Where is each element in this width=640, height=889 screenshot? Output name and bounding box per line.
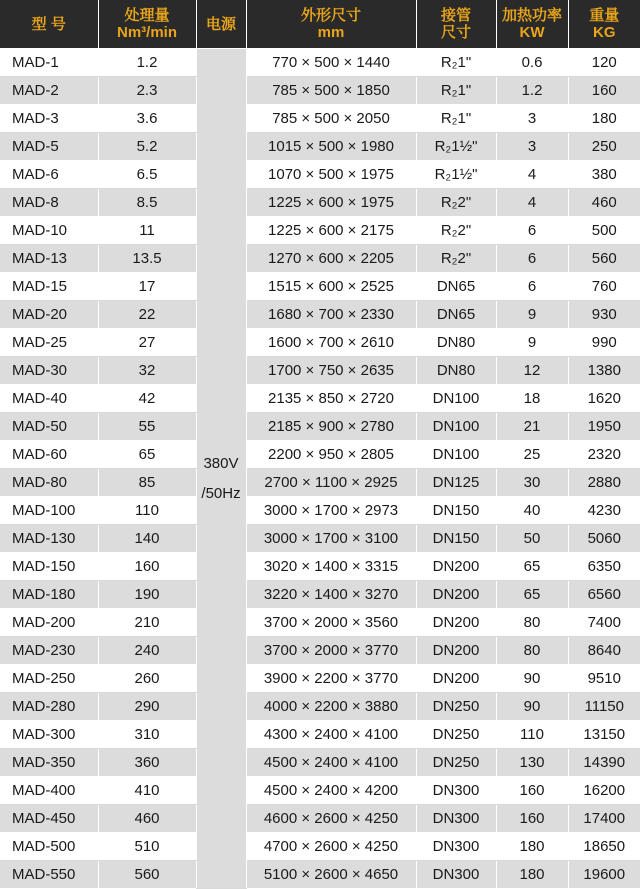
cell-weight: 18650 (568, 833, 640, 861)
cell-model: MAD-13 (0, 245, 98, 273)
cell-heating-power: 0.6 (496, 49, 568, 77)
header-pipe-size: 接管 尺寸 (416, 0, 496, 49)
table-row (0, 77, 640, 105)
cell-dimensions: 4500 × 2400 × 4100 (246, 749, 416, 777)
cell-capacity: 410 (98, 777, 196, 805)
table-row (0, 469, 640, 497)
cell-dimensions: 4700 × 2600 × 4250 (246, 833, 416, 861)
cell-pipe-size: R₂1" (416, 77, 496, 105)
cell-capacity: 360 (98, 749, 196, 777)
cell-model: MAD-1 (0, 49, 98, 77)
cell-pipe-size: DN80 (416, 329, 496, 357)
cell-dimensions: 770 × 500 × 1440 (246, 49, 416, 77)
cell-dimensions: 1225 × 600 × 2175 (246, 217, 416, 245)
cell-heating-power: 3 (496, 105, 568, 133)
cell-model: MAD-60 (0, 441, 98, 469)
cell-weight: 1950 (568, 413, 640, 441)
cell-model: MAD-180 (0, 581, 98, 609)
cell-dimensions: 1515 × 600 × 2525 (246, 273, 416, 301)
cell-heating-power: 65 (496, 553, 568, 581)
table-row (0, 833, 640, 861)
cell-heating-power: 80 (496, 637, 568, 665)
cell-weight: 9510 (568, 665, 640, 693)
cell-heating-power: 4 (496, 189, 568, 217)
cell-pipe-size: DN300 (416, 833, 496, 861)
header-capacity: 处理量 Nm³/min (98, 0, 196, 49)
cell-weight: 14390 (568, 749, 640, 777)
cell-model: MAD-300 (0, 721, 98, 749)
header-weight: 重量 KG (568, 0, 640, 49)
cell-weight: 930 (568, 301, 640, 329)
cell-model: MAD-150 (0, 553, 98, 581)
cell-weight: 990 (568, 329, 640, 357)
cell-heating-power: 110 (496, 721, 568, 749)
cell-model: MAD-280 (0, 693, 98, 721)
cell-model: MAD-130 (0, 525, 98, 553)
cell-heating-power: 12 (496, 357, 568, 385)
cell-pipe-size: DN65 (416, 301, 496, 329)
cell-dimensions: 1680 × 700 × 2330 (246, 301, 416, 329)
cell-model: MAD-10 (0, 217, 98, 245)
table-row (0, 357, 640, 385)
cell-dimensions: 785 × 500 × 2050 (246, 105, 416, 133)
cell-capacity: 560 (98, 861, 196, 889)
cell-pipe-size: DN200 (416, 553, 496, 581)
cell-capacity: 17 (98, 273, 196, 301)
cell-heating-power: 160 (496, 777, 568, 805)
cell-capacity: 65 (98, 441, 196, 469)
table-row (0, 861, 640, 889)
table-row (0, 609, 640, 637)
cell-pipe-size: DN100 (416, 385, 496, 413)
cell-pipe-size: R₂1" (416, 105, 496, 133)
cell-capacity: 510 (98, 833, 196, 861)
header-power: 电源 (196, 0, 246, 49)
header-model: 型 号 (0, 0, 98, 49)
cell-pipe-size: R₂2" (416, 245, 496, 273)
cell-model: MAD-450 (0, 805, 98, 833)
cell-heating-power: 4 (496, 161, 568, 189)
cell-heating-power: 9 (496, 329, 568, 357)
cell-capacity: 6.5 (98, 161, 196, 189)
header-dimensions: 外形尺寸 mm (246, 0, 416, 49)
cell-model: MAD-40 (0, 385, 98, 413)
cell-capacity: 140 (98, 525, 196, 553)
cell-model: MAD-20 (0, 301, 98, 329)
cell-pipe-size: DN250 (416, 749, 496, 777)
cell-weight: 160 (568, 77, 640, 105)
cell-dimensions: 1700 × 750 × 2635 (246, 357, 416, 385)
cell-weight: 19600 (568, 861, 640, 889)
cell-model: MAD-5 (0, 133, 98, 161)
table-row (0, 301, 640, 329)
cell-heating-power: 80 (496, 609, 568, 637)
cell-model: MAD-350 (0, 749, 98, 777)
cell-model: MAD-3 (0, 105, 98, 133)
cell-weight: 8640 (568, 637, 640, 665)
table-row (0, 105, 640, 133)
cell-heating-power: 40 (496, 497, 568, 525)
cell-capacity: 240 (98, 637, 196, 665)
power-supply-frequency: /50Hz (201, 485, 241, 502)
cell-capacity: 260 (98, 665, 196, 693)
cell-capacity: 290 (98, 693, 196, 721)
cell-capacity: 85 (98, 469, 196, 497)
cell-pipe-size: R₂2" (416, 217, 496, 245)
table-row (0, 161, 640, 189)
table-row (0, 441, 640, 469)
cell-pipe-size: DN65 (416, 273, 496, 301)
cell-model: MAD-500 (0, 833, 98, 861)
cell-capacity: 22 (98, 301, 196, 329)
table-row (0, 777, 640, 805)
cell-pipe-size: DN100 (416, 441, 496, 469)
cell-capacity: 3.6 (98, 105, 196, 133)
cell-dimensions: 2185 × 900 × 2780 (246, 413, 416, 441)
table-row (0, 693, 640, 721)
cell-pipe-size: DN200 (416, 637, 496, 665)
cell-weight: 500 (568, 217, 640, 245)
cell-model: MAD-400 (0, 777, 98, 805)
cell-dimensions: 4000 × 2200 × 3880 (246, 693, 416, 721)
cell-dimensions: 1600 × 700 × 2610 (246, 329, 416, 357)
cell-weight: 560 (568, 245, 640, 273)
cell-pipe-size: DN250 (416, 721, 496, 749)
cell-heating-power: 21 (496, 413, 568, 441)
table-row (0, 49, 640, 77)
cell-capacity: 310 (98, 721, 196, 749)
cell-pipe-size: DN200 (416, 581, 496, 609)
cell-model: MAD-2 (0, 77, 98, 105)
cell-weight: 1620 (568, 385, 640, 413)
table-row (0, 189, 640, 217)
cell-pipe-size: DN300 (416, 805, 496, 833)
cell-capacity: 190 (98, 581, 196, 609)
cell-capacity: 27 (98, 329, 196, 357)
table-row (0, 413, 640, 441)
cell-weight: 460 (568, 189, 640, 217)
header-heating-power: 加热功率 KW (496, 0, 568, 49)
cell-capacity: 55 (98, 413, 196, 441)
cell-pipe-size: DN80 (416, 357, 496, 385)
cell-dimensions: 5100 × 2600 × 4650 (246, 861, 416, 889)
cell-pipe-size: DN300 (416, 777, 496, 805)
cell-weight: 17400 (568, 805, 640, 833)
cell-weight: 120 (568, 49, 640, 77)
cell-dimensions: 3000 × 1700 × 3100 (246, 525, 416, 553)
cell-weight: 1380 (568, 357, 640, 385)
cell-dimensions: 2135 × 850 × 2720 (246, 385, 416, 413)
header-row (0, 0, 640, 49)
cell-pipe-size: DN100 (416, 413, 496, 441)
cell-weight: 250 (568, 133, 640, 161)
cell-pipe-size: DN150 (416, 525, 496, 553)
cell-dimensions: 1070 × 500 × 1975 (246, 161, 416, 189)
cell-heating-power: 18 (496, 385, 568, 413)
cell-pipe-size: DN125 (416, 469, 496, 497)
cell-weight: 6350 (568, 553, 640, 581)
cell-heating-power: 3 (496, 133, 568, 161)
cell-model: MAD-50 (0, 413, 98, 441)
cell-capacity: 460 (98, 805, 196, 833)
cell-weight: 2880 (568, 469, 640, 497)
table-row (0, 217, 640, 245)
cell-dimensions: 2700 × 1100 × 2925 (246, 469, 416, 497)
cell-dimensions: 1270 × 600 × 2205 (246, 245, 416, 273)
cell-capacity: 42 (98, 385, 196, 413)
cell-pipe-size: DN150 (416, 497, 496, 525)
cell-weight: 13150 (568, 721, 640, 749)
cell-weight: 380 (568, 161, 640, 189)
table-row (0, 245, 640, 273)
cell-heating-power: 6 (496, 217, 568, 245)
cell-dimensions: 3700 × 2000 × 3770 (246, 637, 416, 665)
cell-heating-power: 160 (496, 805, 568, 833)
cell-heating-power: 130 (496, 749, 568, 777)
cell-capacity: 8.5 (98, 189, 196, 217)
cell-dimensions: 4300 × 2400 × 4100 (246, 721, 416, 749)
cell-model: MAD-6 (0, 161, 98, 189)
table-header (0, 0, 640, 49)
cell-heating-power: 65 (496, 581, 568, 609)
cell-dimensions: 3220 × 1400 × 3270 (246, 581, 416, 609)
cell-pipe-size: DN200 (416, 609, 496, 637)
table-row (0, 637, 640, 665)
cell-power-supply (196, 49, 246, 889)
cell-capacity: 5.2 (98, 133, 196, 161)
table-row (0, 497, 640, 525)
cell-dimensions: 3700 × 2000 × 3560 (246, 609, 416, 637)
cell-weight: 16200 (568, 777, 640, 805)
cell-heating-power: 180 (496, 833, 568, 861)
cell-heating-power: 9 (496, 301, 568, 329)
cell-weight: 7400 (568, 609, 640, 637)
cell-pipe-size: R₂1" (416, 49, 496, 77)
cell-heating-power: 6 (496, 245, 568, 273)
cell-dimensions: 3900 × 2200 × 3770 (246, 665, 416, 693)
power-supply-voltage: 380V (203, 455, 239, 472)
cell-weight: 180 (568, 105, 640, 133)
table-row (0, 581, 640, 609)
cell-capacity: 2.3 (98, 77, 196, 105)
cell-model: MAD-200 (0, 609, 98, 637)
cell-pipe-size: R₂1½" (416, 161, 496, 189)
cell-heating-power: 90 (496, 665, 568, 693)
cell-weight: 11150 (568, 693, 640, 721)
cell-heating-power: 1.2 (496, 77, 568, 105)
cell-pipe-size: DN200 (416, 665, 496, 693)
cell-capacity: 11 (98, 217, 196, 245)
table-row (0, 133, 640, 161)
table-row (0, 665, 640, 693)
cell-dimensions: 2200 × 950 × 2805 (246, 441, 416, 469)
cell-dimensions: 1225 × 600 × 1975 (246, 189, 416, 217)
cell-capacity: 13.5 (98, 245, 196, 273)
cell-pipe-size: DN250 (416, 693, 496, 721)
cell-pipe-size: R₂1½" (416, 133, 496, 161)
cell-weight: 4230 (568, 497, 640, 525)
cell-capacity: 160 (98, 553, 196, 581)
cell-heating-power: 30 (496, 469, 568, 497)
cell-model: MAD-230 (0, 637, 98, 665)
cell-heating-power: 25 (496, 441, 568, 469)
cell-dimensions: 3000 × 1700 × 2973 (246, 497, 416, 525)
table-row (0, 273, 640, 301)
cell-model: MAD-30 (0, 357, 98, 385)
cell-capacity: 32 (98, 357, 196, 385)
cell-capacity: 210 (98, 609, 196, 637)
cell-weight: 2320 (568, 441, 640, 469)
cell-model: MAD-550 (0, 861, 98, 889)
table-body (0, 49, 640, 889)
cell-heating-power: 6 (496, 273, 568, 301)
table-row (0, 525, 640, 553)
cell-model: MAD-80 (0, 469, 98, 497)
cell-dimensions: 4600 × 2600 × 4250 (246, 805, 416, 833)
cell-weight: 5060 (568, 525, 640, 553)
cell-model: MAD-250 (0, 665, 98, 693)
cell-heating-power: 180 (496, 861, 568, 889)
table-row (0, 553, 640, 581)
cell-dimensions: 1015 × 500 × 1980 (246, 133, 416, 161)
table-row (0, 749, 640, 777)
cell-model: MAD-8 (0, 189, 98, 217)
cell-pipe-size: DN300 (416, 861, 496, 889)
cell-dimensions: 785 × 500 × 1850 (246, 77, 416, 105)
cell-dimensions: 4500 × 2400 × 4200 (246, 777, 416, 805)
cell-model: MAD-15 (0, 273, 98, 301)
cell-model: MAD-100 (0, 497, 98, 525)
table-row (0, 721, 640, 749)
table-row (0, 329, 640, 357)
cell-capacity: 1.2 (98, 49, 196, 77)
cell-pipe-size: R₂2" (416, 189, 496, 217)
cell-dimensions: 3020 × 1400 × 3315 (246, 553, 416, 581)
cell-weight: 760 (568, 273, 640, 301)
cell-heating-power: 50 (496, 525, 568, 553)
cell-heating-power: 90 (496, 693, 568, 721)
cell-weight: 6560 (568, 581, 640, 609)
table-row (0, 805, 640, 833)
table-row (0, 385, 640, 413)
cell-capacity: 110 (98, 497, 196, 525)
cell-model: MAD-25 (0, 329, 98, 357)
